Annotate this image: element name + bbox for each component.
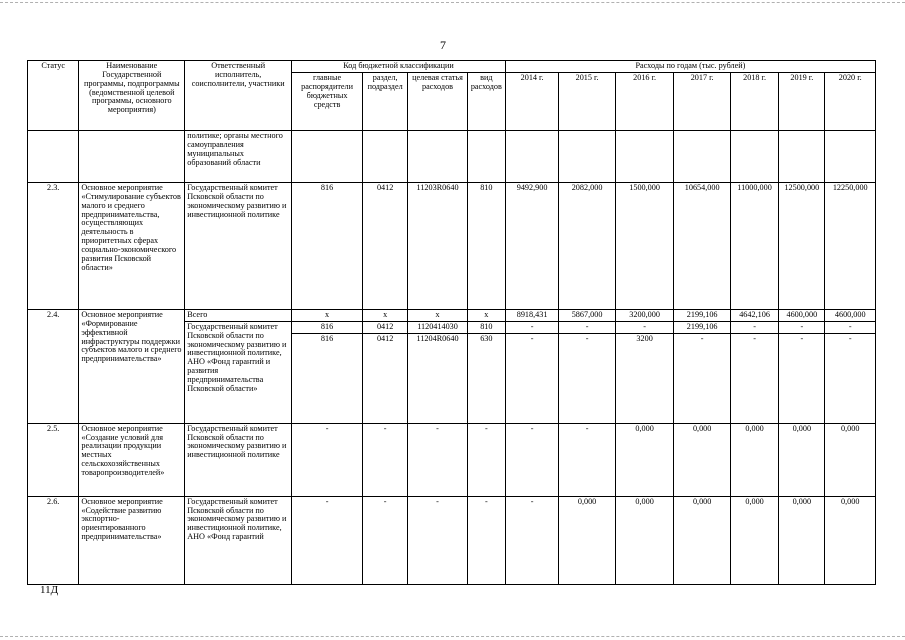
header-budget-code: Код бюджетной классификации [292,61,506,73]
row-value-2020: 4600,000 [825,310,876,322]
row-section: - [363,423,408,496]
row-executor-cell [185,496,292,584]
row-status: 2.5. [28,423,79,496]
row-value-2016 [615,131,674,183]
row-value-2018: - [730,333,778,423]
row-value-2018: 11000,000 [730,183,778,310]
row-value-2015: 2082,000 [559,183,616,310]
row-status [28,131,79,183]
header-target: целевая статья расходов [408,73,468,131]
row-value-2014: 8918,431 [505,310,558,322]
row-value-2020: 0,000 [825,423,876,496]
row-name [79,131,185,183]
row-value-2016: 0,000 [615,496,674,584]
header-section: раздел, подраздел [363,73,408,131]
row-kind: 810 [467,183,505,310]
row-executor: Государственный комитет Псковской области по экономическому развитию и инвестиционной политике, [187,496,287,533]
row-section: 0412 [363,321,408,333]
row-value-2020 [825,131,876,183]
row-value-2014: - [505,321,558,333]
row-value-2019: - [779,321,825,333]
row-grbs [292,131,363,183]
row-value-2019: 4600,000 [779,310,825,322]
row-value-2017: 0,000 [674,496,731,584]
header-year-2015: 2015 г. [559,73,616,131]
row-name: Основное мероприятие «Стимулирование субъектов малого и среднего предпринимательства, осуществляющих деятельность в приоритетных сферах социально-экономического развития Псковской области» [79,183,185,310]
table-row [28,423,876,496]
row-value-2020: - [825,321,876,333]
row-kind: 630 [467,333,505,423]
row-target: 11203R0640 [408,183,468,310]
row-value-2016: - [615,321,674,333]
table-row [28,310,876,322]
header-name: Наименование Государственной программы, подпрограммы (ведомственной целевой программы, основного мероприятия) [79,61,185,131]
row-target [408,131,468,183]
row-value-2017: 2199,106 [674,321,731,333]
row-value-2018 [730,131,778,183]
row-value-2018: 0,000 [730,423,778,496]
row-kind [467,131,505,183]
budget-table [27,60,876,585]
row-section: 0412 [363,333,408,423]
row-grbs: х [292,310,363,322]
table-row [28,496,876,584]
row-executor: Государственный комитет Псковской области по экономическому развитию и инвестиционной политике [185,423,292,496]
row-value-2016: 3200 [615,333,674,423]
header-year-2014: 2014 г. [505,73,558,131]
footer-code: 11Д [40,584,59,596]
row-status: 2.6. [28,496,79,584]
row-value-2020: - [825,333,876,423]
row-value-2016: 0,000 [615,423,674,496]
table-row [28,183,876,310]
row-value-2016: 3200,000 [615,310,674,322]
row-value-2014: - [505,333,558,423]
row-section [363,131,408,183]
row-section: х [363,310,408,322]
page-number: 7 [440,38,446,52]
row-executor: Государственный комитет Псковской области по экономическому развитию и инвестиционной политике, АНО «Фонд гарантий и развития предпринимательства Псковской области» [185,321,292,423]
row-section: - [363,496,408,584]
row-value-2019: 12500,000 [779,183,825,310]
row-grbs: 816 [292,183,363,310]
row-value-2014: - [505,423,558,496]
row-target: - [408,423,468,496]
row-name: Основное мероприятие «Содействие развитию экспортно-ориентированного предпринимательства» [79,496,185,584]
row-value-2019: 0,000 [779,423,825,496]
row-grbs: 816 [292,333,363,423]
row-value-2018: - [730,321,778,333]
row-value-2020: 0,000 [825,496,876,584]
row-target: 11204R0640 [408,333,468,423]
row-value-2015: 5867,000 [559,310,616,322]
header-year-2020: 2020 г. [825,73,876,131]
row-name: Основное мероприятие «Формирование эффективной инфраструктуры поддержки субъектов малого и среднего предпринимательства» [79,310,185,424]
row-section: 0412 [363,183,408,310]
row-value-2016: 1500,000 [615,183,674,310]
header-executor: Ответственный исполнитель, соисполнители, участники [185,61,292,131]
row-value-2018: 0,000 [730,496,778,584]
row-kind: - [467,496,505,584]
row-target: - [408,496,468,584]
row-grbs: - [292,496,363,584]
header-year-2016: 2016 г. [615,73,674,131]
row-value-2015 [559,131,616,183]
row-value-2019: - [779,333,825,423]
header-expenses: Расходы по годам (тыс. рублей) [505,61,875,73]
header-status: Статус [28,61,79,131]
row-value-2017 [674,131,731,183]
header-kind: вид расходов [467,73,505,131]
row-value-2018: 4642,106 [730,310,778,322]
scan-top-edge [0,2,905,3]
row-value-2019 [779,131,825,183]
row-target: х [408,310,468,322]
header-row-1 [28,61,876,73]
row-executor: Государственный комитет Псковской области по экономическому развитию и инвестиционной политике [185,183,292,310]
row-grbs: 816 [292,321,363,333]
row-value-2015: - [559,333,616,423]
row-value-2014: 9492,900 [505,183,558,310]
row-grbs: - [292,423,363,496]
row-kind: 810 [467,321,505,333]
row-value-2019: 0,000 [779,496,825,584]
row-status: 2.4. [28,310,79,424]
row-executor-extra: АНО «Фонд гарантий [187,532,264,542]
row-value-2017: 2199,106 [674,310,731,322]
row-value-2014: - [505,496,558,584]
row-kind: х [467,310,505,322]
row-value-2017: 0,000 [674,423,731,496]
header-year-2018: 2018 г. [730,73,778,131]
row-value-2015: - [559,321,616,333]
row-name: Основное мероприятие «Создание условий для реализации продукции местных сельскохозяйственных товаропроизводителей» [79,423,185,496]
row-value-2014 [505,131,558,183]
row-value-2017: 10654,000 [674,183,731,310]
table-row [28,131,876,183]
scan-bottom-edge [0,636,905,637]
row-executor: политике; органы местного самоуправления муниципальных образований области [185,131,292,183]
row-value-2020: 12250,000 [825,183,876,310]
row-value-2015: - [559,423,616,496]
row-value-2015: 0,000 [559,496,616,584]
header-grbs: главные распорядители бюджетных средств [292,73,363,131]
row-executor-total: Всего [185,310,292,322]
row-value-2017: - [674,333,731,423]
row-kind: - [467,423,505,496]
header-year-2019: 2019 г. [779,73,825,131]
row-target: 1120414030 [408,321,468,333]
header-year-2017: 2017 г. [674,73,731,131]
row-status: 2.3. [28,183,79,310]
